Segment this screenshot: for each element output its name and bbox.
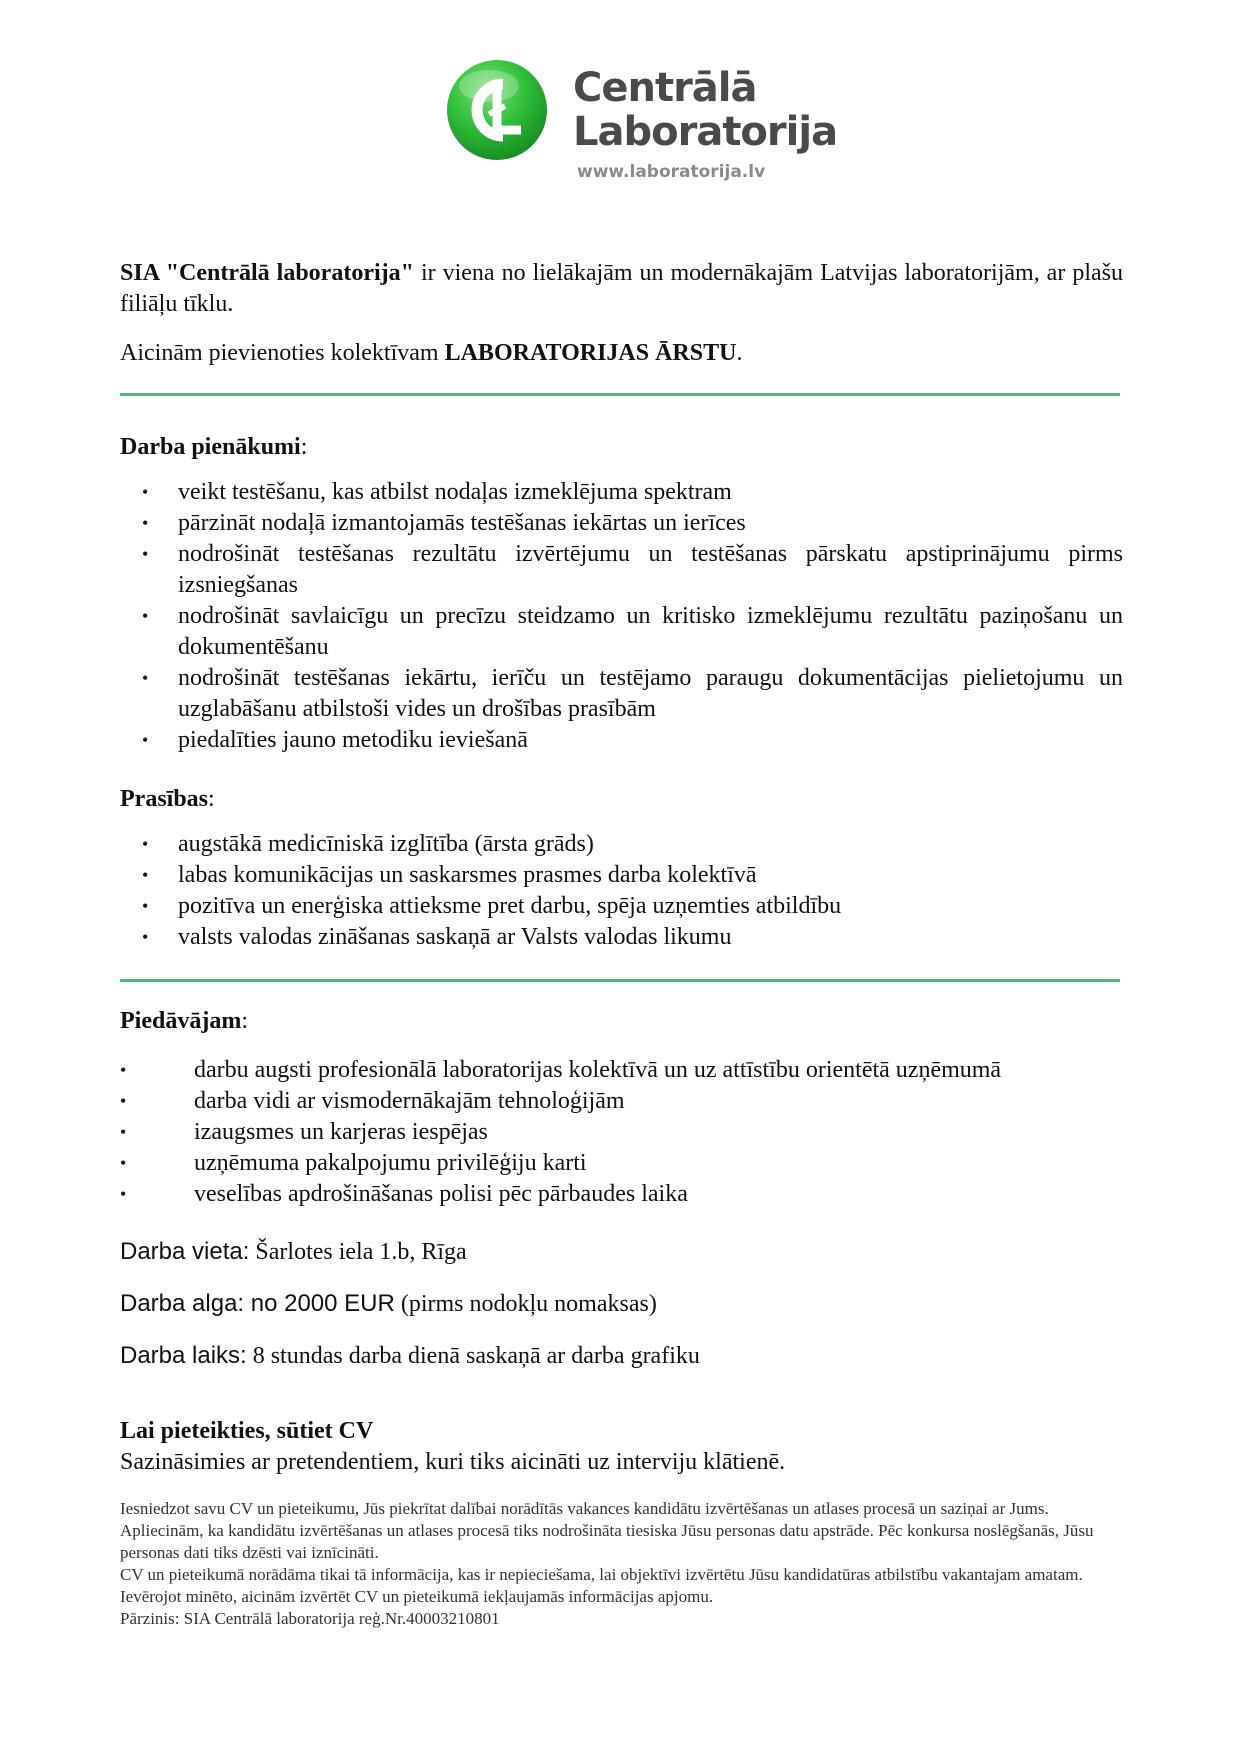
job-posting: [120, 258, 1123, 1630]
offer-heading-colon: :: [241, 1008, 248, 1034]
bullet-icon: •: [120, 1184, 127, 1204]
divider: [120, 393, 1120, 396]
privacy-paragraph: Apliecinām, ka kandidātu izvērtēšanas un atlases procesā tiks nodrošināta tiesiska Jūsu personas datu apstrāde. Pēc konkursa noslēgšanās, Jūsu personas dati tiks dzēsti vai iznīcināti.: [120, 1521, 1094, 1562]
bullet-icon: •: [142, 834, 149, 854]
bullet-icon: •: [142, 896, 149, 916]
bullet-icon: •: [142, 865, 149, 885]
divider: [120, 979, 1120, 982]
list-item-text: veselības apdrošināšanas polisi pēc pārbaudes laika: [194, 1181, 688, 1207]
privacy-paragraph: CV un pieteikumā norādāma tikai tā informācija, kas ir nepieciešama, lai objektīvi izvērtētu Jūsu kandidatūras atbilstību vakantajam amatam. Ievērojot minēto, aicinām izvērtēt CV un pieteikumā iekļaujamās informācijas apjomu.: [120, 1565, 1083, 1606]
list-item: [120, 725, 1123, 756]
salary-label: Darba alga:: [120, 1290, 245, 1317]
list-item: [120, 601, 1123, 663]
intro-paragraph: [120, 258, 1123, 320]
bullet-icon: •: [142, 668, 149, 688]
list-item: [120, 477, 1123, 508]
logo-wordmark: [573, 66, 837, 154]
list-item: [120, 1117, 1123, 1148]
working-hours-value: 8 stundas darba dienā saskaņā ar darba grafiku: [246, 1343, 700, 1369]
list-item: [120, 663, 1123, 725]
list-item-text: darbu augsti profesionālā laboratorijas kolektīvā un uz attīstību orientētā uzņēmumā: [194, 1057, 1002, 1083]
apply-subtitle: Sazināsimies ar pretendentiem, kuri tiks aicināti uz interviju klātienē.: [120, 1449, 786, 1475]
controller-info: Pārzinis: SIA Centrālā laboratorija reģ.Nr.40003210801: [120, 1609, 500, 1628]
work-location-value: Šarlotes iela 1.b, Rīga: [249, 1239, 467, 1265]
logo-name-line2: Laboratorija: [573, 109, 838, 155]
apply-title: Lai pieteikties, sūtiet CV: [120, 1418, 374, 1444]
list-item: [120, 922, 1123, 953]
salary-note: (pirms nodokļu nomaksas): [394, 1291, 657, 1317]
privacy-notice: [120, 1498, 1123, 1630]
bullet-icon: •: [142, 513, 149, 533]
bullet-icon: •: [142, 544, 149, 564]
bullet-icon: •: [120, 1122, 127, 1142]
list-item-text: veikt testēšanu, kas atbilst nodaļas izmeklējuma spektram: [178, 479, 732, 505]
logo-url: www.laboratorija.lv: [577, 162, 766, 182]
list-item-text: nodrošināt testēšanas iekārtu, ierīču un testējamo paraugu dokumentācijas pielietojumu un uzglabāšanu atbilstoši vides un drošības prasībām: [178, 665, 1123, 722]
requirements-list: [120, 829, 1123, 953]
list-item-text: augstākā medicīniskā izglītība (ārsta grāds): [178, 831, 594, 857]
list-item: [120, 539, 1123, 601]
list-item-text: pārzināt nodaļā izmantojamās testēšanas iekārtas un ierīces: [178, 510, 746, 536]
bullet-icon: •: [142, 482, 149, 502]
offer-heading: [120, 1006, 1123, 1037]
salary: [120, 1288, 1123, 1320]
company-logo: [445, 58, 838, 188]
working-hours-label: Darba laiks:: [120, 1342, 247, 1369]
bullet-icon: •: [142, 927, 149, 947]
invite-suffix: .: [736, 340, 743, 366]
invite-prefix: Aicinām pievienoties kolektīvam: [120, 340, 445, 366]
list-item: [120, 1086, 1123, 1117]
list-item-text: pozitīva un enerģiska attieksme pret darbu, spēja uzņemties atbildību: [178, 893, 842, 919]
requirements-heading-colon: :: [208, 786, 215, 812]
bullet-icon: •: [142, 606, 149, 626]
offer-list: [120, 1055, 1123, 1210]
list-item: [120, 508, 1123, 539]
bullet-icon: •: [120, 1153, 127, 1173]
requirements-heading-text: Prasības: [120, 786, 209, 812]
list-item-text: uzņēmuma pakalpojumu privilēģiju karti: [194, 1150, 587, 1176]
list-item: [120, 891, 1123, 922]
list-item-text: nodrošināt savlaicīgu un precīzu steidzamo un kritisko izmeklējumu rezultātu paziņošanu un dokumentēšanu: [178, 603, 1123, 660]
working-hours: [120, 1340, 1123, 1372]
list-item: [120, 1055, 1123, 1086]
list-item-text: piedalīties jauno metodiku ieviešanā: [178, 727, 528, 753]
requirements-heading: [120, 784, 1123, 815]
work-location-label: Darba vieta:: [120, 1238, 250, 1265]
invite-line: [120, 338, 1123, 369]
bullet-icon: •: [120, 1091, 127, 1111]
bullet-icon: •: [142, 730, 149, 750]
position-title: LABORATORIJAS ĀRSTU: [444, 340, 737, 366]
list-item: [120, 1179, 1123, 1210]
privacy-paragraph: Iesniedzot savu CV un pieteikumu, Jūs piekrītat dalībai norādītās vakances kandidātu izvērtēšanas un atlases procesā un saziņai ar Jums.: [120, 1499, 1049, 1518]
offer-heading-text: Piedāvājam: [120, 1008, 242, 1034]
logo-monogram-icon: [445, 58, 549, 162]
intro-text: ir viena no lielākajām un modernākajām Latvijas laboratorijām, ar plašu filiāļu tīklu.: [120, 260, 1123, 317]
duties-heading: [120, 432, 1123, 463]
duties-list: [120, 477, 1123, 756]
list-item: [120, 1148, 1123, 1179]
logo-name-line1: Centrālā: [573, 65, 757, 111]
list-item: [120, 829, 1123, 860]
duties-heading-colon: :: [300, 434, 308, 460]
bullet-icon: •: [120, 1060, 127, 1080]
salary-amount: no 2000 EUR: [244, 1290, 395, 1317]
duties-heading-text: Darba pienākumi: [120, 434, 301, 460]
list-item-text: labas komunikācijas un saskarsmes prasmes darba kolektīvā: [178, 862, 757, 888]
list-item-text: valsts valodas zināšanas saskaņā ar Valsts valodas likumu: [178, 924, 732, 950]
list-item-text: darba vidi ar vismodernākajām tehnoloģijām: [194, 1088, 625, 1114]
list-item-text: nodrošināt testēšanas rezultātu izvērtējumu un testēšanas pārskatu apstiprinājumu pirms izsniegšanas: [178, 541, 1123, 598]
company-name: SIA "Centrālā laboratorija": [120, 260, 414, 286]
list-item: [120, 860, 1123, 891]
list-item-text: izaugsmes un karjeras iespējas: [194, 1119, 488, 1145]
work-location: [120, 1236, 1123, 1268]
